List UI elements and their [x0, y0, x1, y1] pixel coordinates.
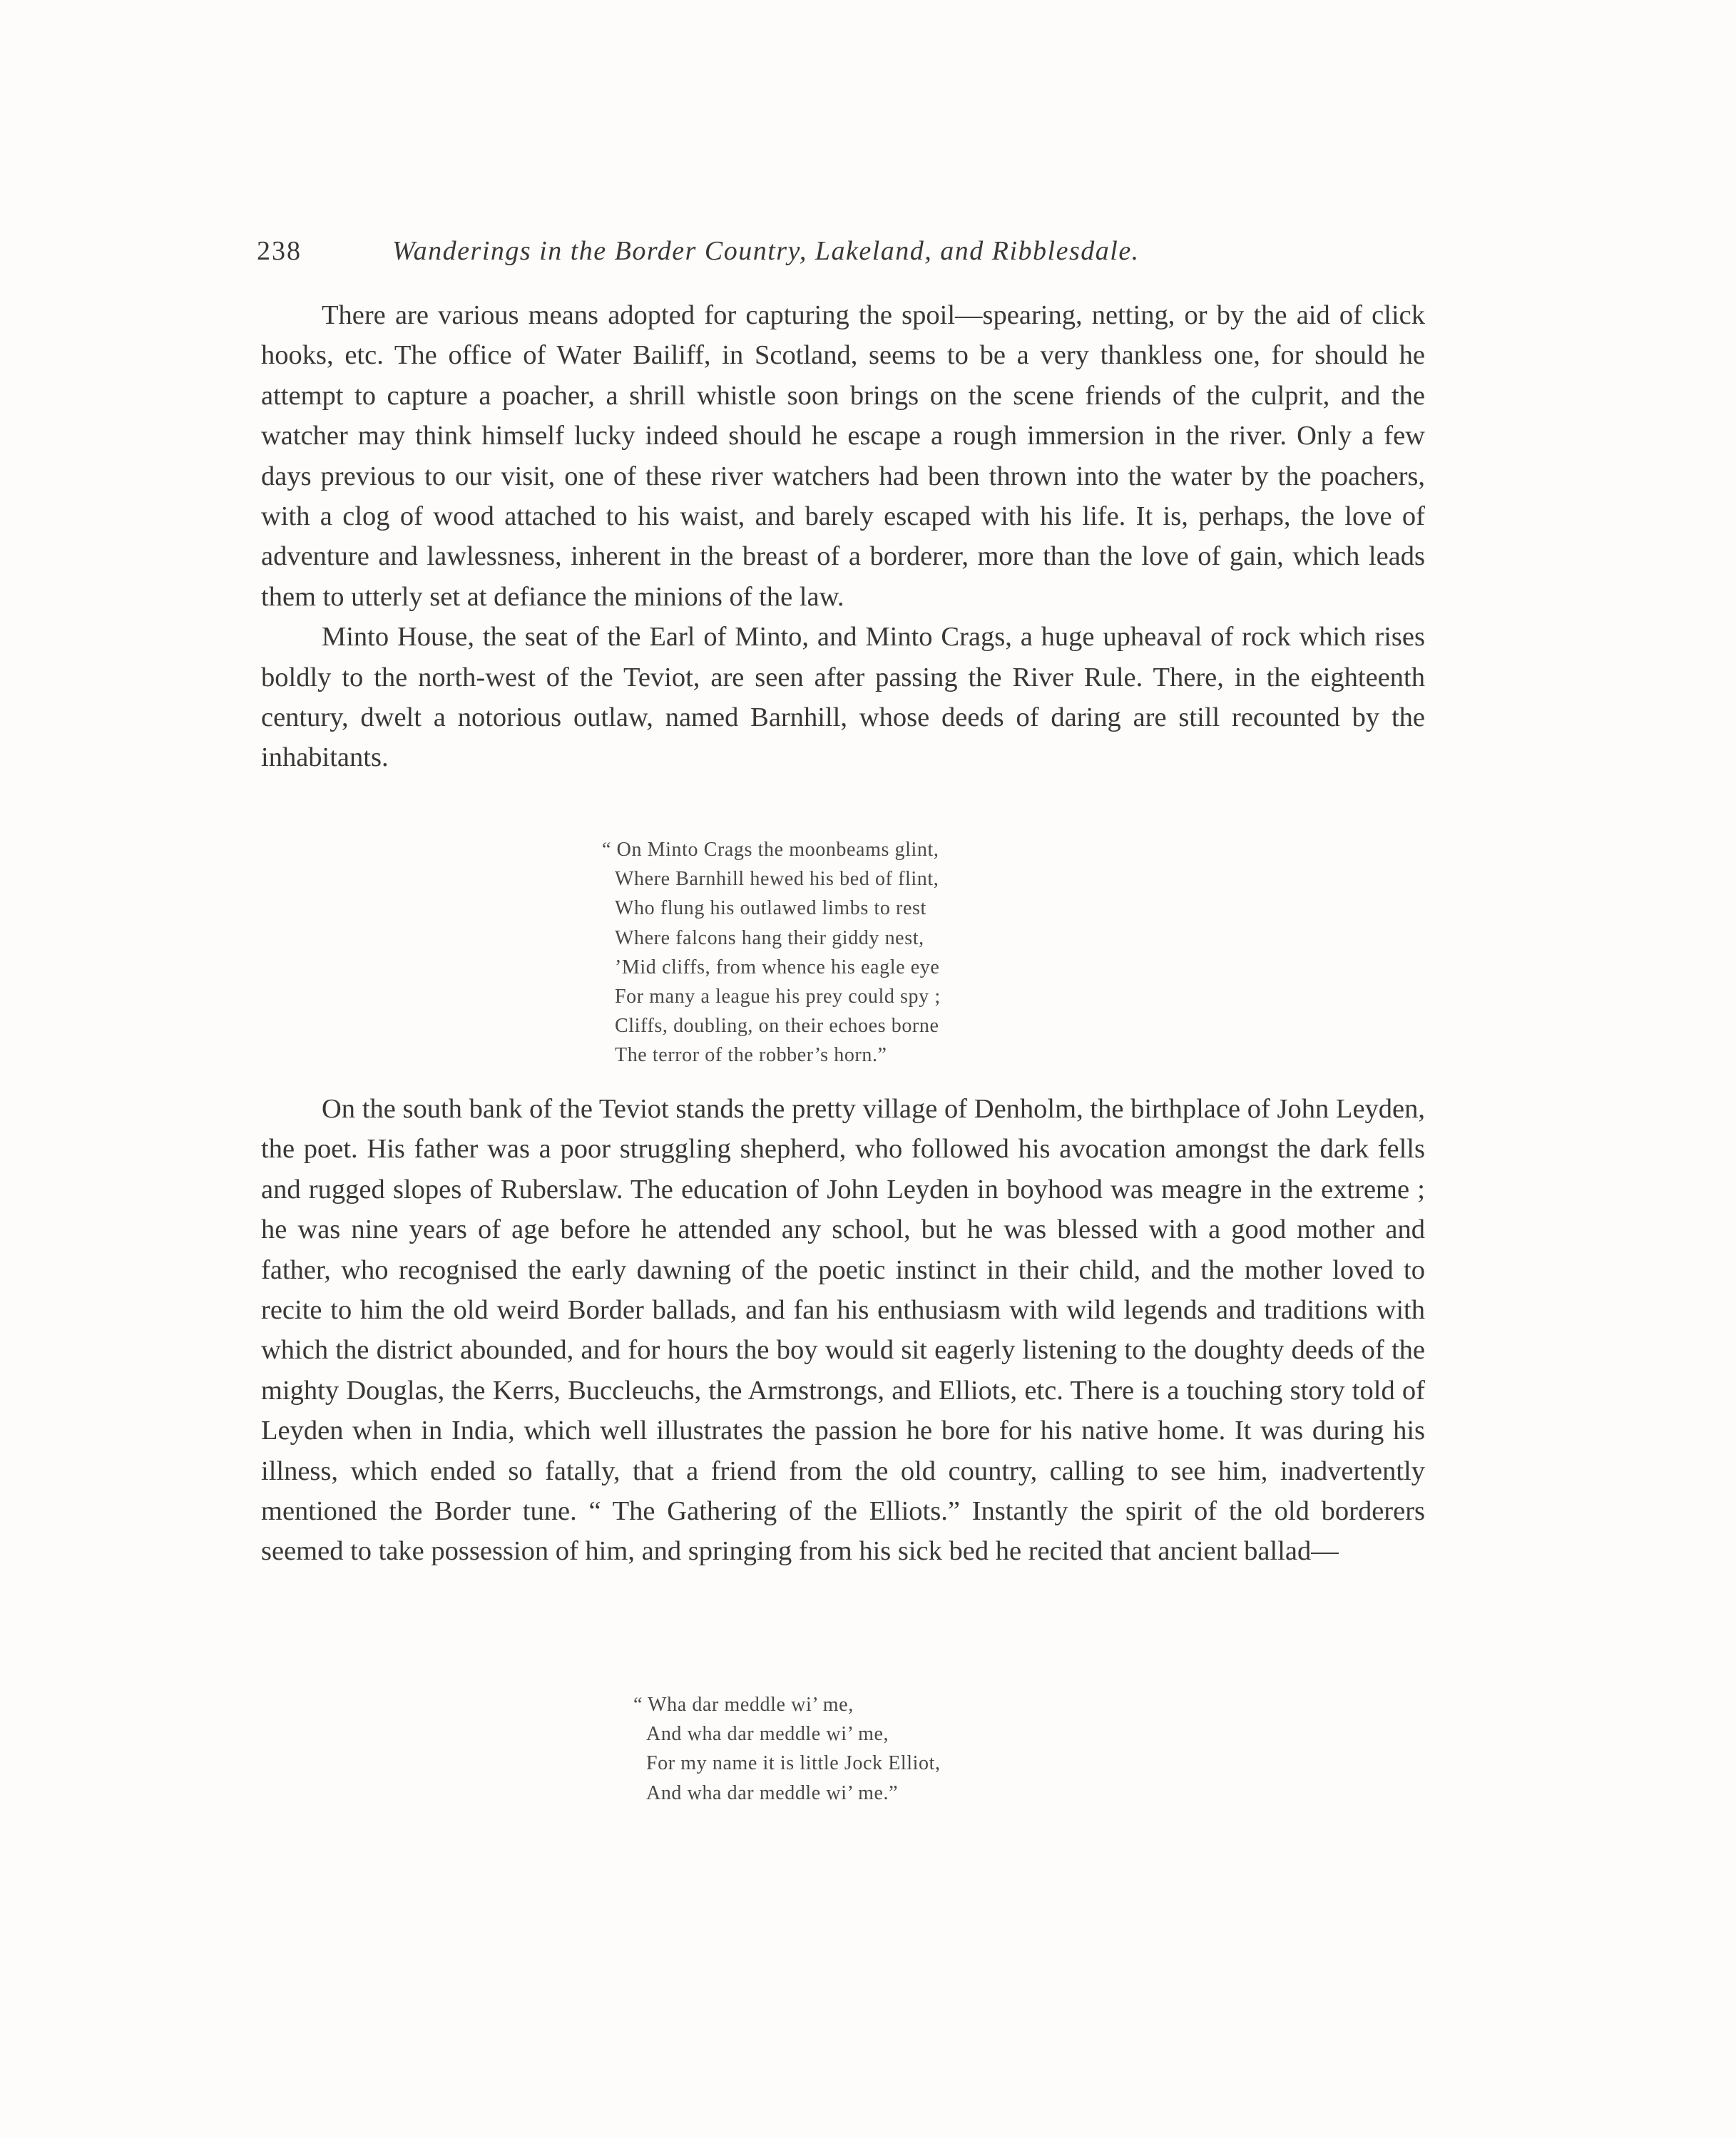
verse-line: Who flung his outlawed limbs to rest [615, 897, 926, 920]
verse-line: Where Barnhill hewed his bed of flint, [615, 868, 939, 891]
verse-jock-elliot [633, 1690, 941, 1808]
verse-line: And wha dar meddle wi’ me, [646, 1723, 889, 1746]
verse-line: “ Wha dar meddle wi’ me, [633, 1694, 854, 1716]
paragraph-poaching: There are various means adopted for capturing the spoil—spearing, netting, or by the aid of click hooks, etc. The office of Water Bailiff, in Scotland, seems to be a very thankless one, for should he attempt to capture a poacher, a shrill whistle soon brings on the scene friends of the culprit, and the watcher may think himself lucky indeed should he escape a rough immersion in the river. Only a few days previous to our visit, one of these river watchers had been thrown into the water by the poachers, with a clog of wood attached to his waist, and barely escaped with his life. It is, perhaps, the love of adventure and lawlessness, inherent in the breast of a borderer, more than the love of gain, which leads them to utterly set at defiance the minions of the law. [261, 300, 1425, 612]
paragraph-leyden: On the south bank of the Teviot stands the pretty village of Denholm, the birthplace of John Leyden, the poet. His father was a poor struggling shepherd, who followed his avocation amongst the dark fells and rugged slopes of Ruberslaw. The education of John Leyden in boyhood was meagre in the extreme ; he was nine years of age before he attended any school, but he was blessed with a good mother and father, who recognised the early dawning of the poetic instinct in their child, and the mother loved to recite to him the old weird Border ballads, and fan his enthusiasm with wild legends and traditions with which the district abounded, and for hours the boy would sit eagerly listening to the doughty deeds of the mighty Douglas, the Kerrs, Buccleuchs, the Armstrongs, and Elliots, etc. There is a touching story told of Leyden when in India, which well illustrates the passion he bore for his native home. It was during his illness, which ended so fatally, that a friend from the old country, calling to see him, inadvertently mentioned the Border tune. “ The Gathering of the Elliots.” Instantly the spirit of the old borderers seemed to take possession of him, and springing from his sick bed he recited that ancient ballad— [261, 1094, 1425, 1567]
verse-line: “ On Minto Crags the moonbeams glint, [602, 839, 939, 861]
verse-line: The terror of the robber’s horn.” [615, 1044, 887, 1067]
text-block-lower [261, 1089, 1425, 1572]
verse-line: ’Mid cliffs, from whence his eagle eye [615, 956, 940, 978]
verse-line: Cliffs, doubling, on their echoes borne [615, 1015, 939, 1038]
verse-line: For my name it is little Jock Elliot, [646, 1752, 941, 1775]
text-block-upper [261, 295, 1425, 778]
verse-minto-crags [602, 835, 941, 1070]
page-number: 238 [257, 236, 302, 266]
verse-line: Where falcons hang their giddy nest, [615, 926, 924, 949]
paragraph-minto: Minto House, the seat of the Earl of Minto, and Minto Crags, a huge upheaval of rock which rises boldly to the north-west of the Teviot, are seen after passing the River Rule. There, in the eighteenth century, dwelt a notorious outlaw, named Barnhill, whose deeds of daring are still recounted by the inhabitants. [261, 622, 1425, 773]
running-title: Wanderings in the Border Country, Lakeland, and Ribblesdale. [392, 236, 1140, 266]
verse-line: And wha dar meddle wi’ me.” [646, 1781, 899, 1804]
verse-line: For many a league his prey could spy ; [615, 986, 941, 1008]
running-head [257, 230, 1426, 272]
